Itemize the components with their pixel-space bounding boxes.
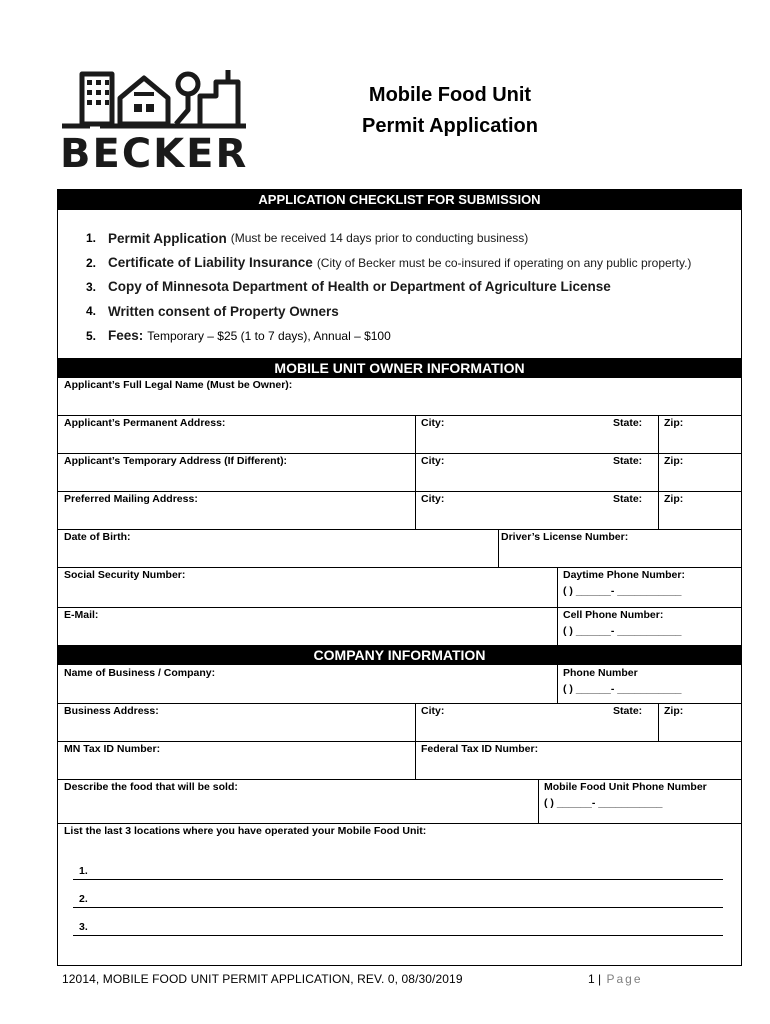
permanent-state-label: State: xyxy=(613,417,643,429)
checklist-item: 5. Fees: Temporary – $25 (1 to 7 days), Annual – $100 xyxy=(86,328,391,344)
cell-phone-field[interactable]: ( ) ______- ___________ xyxy=(563,625,682,637)
business-city-label: City: xyxy=(421,705,445,717)
footer-page-number: 1 | Page xyxy=(588,972,643,986)
full-name-field[interactable] xyxy=(58,393,741,415)
dob-label: Date of Birth: xyxy=(64,531,131,543)
ssn-label: Social Security Number: xyxy=(64,569,186,581)
location-line-2[interactable]: 2. xyxy=(73,892,723,908)
daytime-phone-field[interactable]: ( ) ______- ___________ xyxy=(563,585,682,597)
temporary-state-label: State: xyxy=(613,455,643,467)
checklist-header: APPLICATION CHECKLIST FOR SUBMISSION xyxy=(58,190,741,210)
mailing-state-label: State: xyxy=(613,493,643,505)
temporary-zip-label: Zip: xyxy=(664,455,684,467)
business-phone-label: Phone Number xyxy=(563,667,638,679)
page-title xyxy=(330,80,570,142)
business-name-label: Name of Business / Company: xyxy=(64,667,216,679)
owner-info-header: MOBILE UNIT OWNER INFORMATION xyxy=(58,358,741,378)
checklist-item: 2. Certificate of Liability Insurance (City of Becker must be co-insured if operating on any public property.) xyxy=(86,255,692,271)
location-line-3[interactable]: 3. xyxy=(73,920,723,936)
cell-phone-label: Cell Phone Number: xyxy=(563,609,664,621)
checklist xyxy=(86,226,731,348)
federal-tax-id-label: Federal Tax ID Number: xyxy=(421,743,539,755)
logo-wordmark: BECKER xyxy=(60,131,249,177)
city-skyline-icon xyxy=(60,62,250,134)
checklist-item: 4. Written consent of Property Owners xyxy=(86,303,339,319)
mailing-city-label: City: xyxy=(421,493,445,505)
title-line-1: Mobile Food Unit xyxy=(368,84,532,106)
permanent-city-label: City: xyxy=(421,417,445,429)
business-phone-field[interactable]: ( ) ______- ___________ xyxy=(563,683,682,695)
application-form xyxy=(57,189,742,966)
mn-tax-id-label: MN Tax ID Number: xyxy=(64,743,161,755)
daytime-phone-label: Daytime Phone Number: xyxy=(563,569,685,581)
permanent-address-label: Applicant’s Permanent Address: xyxy=(64,417,226,429)
locations-label: List the last 3 locations where you have operated your Mobile Food Unit: xyxy=(64,825,427,837)
title-line-2: Permit Application xyxy=(362,115,538,137)
unit-phone-label: Mobile Food Unit Phone Number xyxy=(544,781,707,793)
email-label: E-Mail: xyxy=(64,609,99,621)
business-address-label: Business Address: xyxy=(64,705,159,717)
checklist-item: 1. Permit Application (Must be received 14 days prior to conducting business) xyxy=(86,230,529,246)
location-line-1[interactable]: 1. xyxy=(73,864,723,880)
mailing-zip-label: Zip: xyxy=(664,493,684,505)
becker-logo xyxy=(60,62,250,177)
mailing-address-label: Preferred Mailing Address: xyxy=(64,493,198,505)
food-description-label: Describe the food that will be sold: xyxy=(64,781,238,793)
unit-phone-field[interactable]: ( ) ______- ___________ xyxy=(544,797,663,809)
permanent-zip-label: Zip: xyxy=(664,417,684,429)
drivers-license-label: Driver’s License Number: xyxy=(501,531,629,543)
full-name-label: Applicant’s Full Legal Name (Must be Owner): xyxy=(64,379,293,391)
business-zip-label: Zip: xyxy=(664,705,684,717)
temporary-address-label: Applicant’s Temporary Address (If Different): xyxy=(64,455,288,467)
business-state-label: State: xyxy=(613,705,643,717)
company-info-header: COMPANY INFORMATION xyxy=(58,645,741,665)
footer-doc-id: 12014, MOBILE FOOD UNIT PERMIT APPLICATION, REV. 0, 08/30/2019 xyxy=(62,972,463,986)
temporary-city-label: City: xyxy=(421,455,445,467)
checklist-item: 3. Copy of Minnesota Department of Health or Department of Agriculture License xyxy=(86,279,611,295)
